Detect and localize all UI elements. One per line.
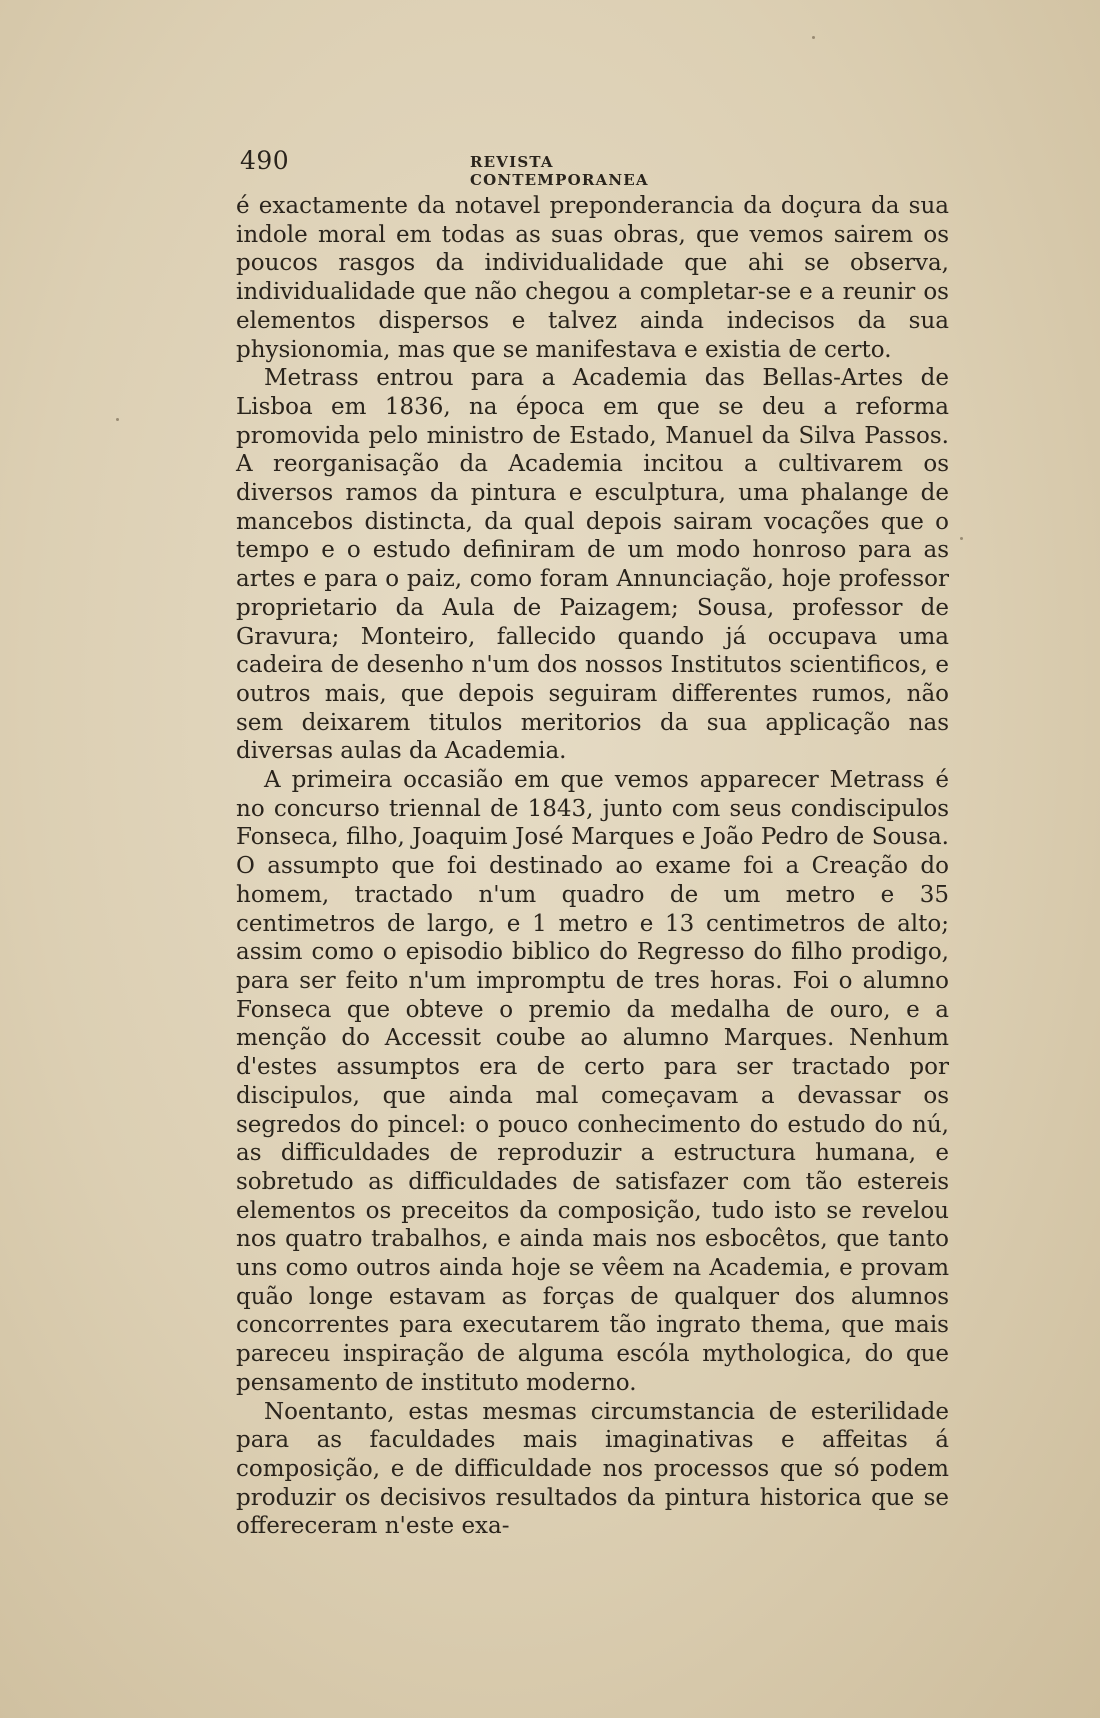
running-title: REVISTA CONTEMPORANEA: [470, 153, 649, 189]
page-number: 490: [240, 146, 290, 175]
paragraph: Metrass entrou para a Academia das Bellas-Artes de Lisboa em 1836, na época em que se deu a reforma promovida pelo ministro de Estado, Manuel da Silva Passos. A reorganisação da Academia incitou a cultivarem os diversos ramos da pintura e esculptura, uma phalange de mancebos distincta, da qual depois sairam vocações que o tempo e o estudo definiram de um modo honroso para as artes e para o paiz, como foram Annunciação, hoje professor proprietario da Aula de Paizagem; Sousa, professor de Gravura; Monteiro, fallecido quando já occupava uma cadeira de desenho n'um dos nossos Institutos scientificos, e outros mais, que depois seguiram differentes rumos, não sem deixarem titulos meritorios da sua applicação nas diversas aulas da Academia.: [236, 365, 949, 765]
paragraph: Noentanto, estas mesmas circumstancia de esterilidade para as faculdades mais imaginativas e affeitas á composição, e de difficuldade nos processos que só podem produzir os decisivos resultados da pintura historica que se offereceram n'este exa-: [236, 1398, 949, 1540]
paper-speck: [960, 537, 963, 540]
page-header: [240, 146, 720, 189]
paragraph: é exactamente da notavel preponderancia da doçura da sua indole moral em todas as suas obras, que vemos sairem os poucos rasgos da individualidade que ahi se observa, individualidade que não chegou a completar-se e a reunir os elementos dispersos e talvez ainda indecisos da sua physionomia, mas que se manifestava e existia de certo.: [236, 193, 949, 363]
paper-speck: [116, 418, 119, 421]
paragraph: A primeira occasião em que vemos apparecer Metrass é no concurso triennal de 1843, junto com seus condiscipulos Fonseca, filho, Joaquim José Marques e João Pedro de Sousa. O assumpto que foi destinado ao exame foi a Creação do homem, tractado n'um quadro de um metro e 35 centimetros de largo, e 1 metro e 13 centimetros de alto; assim como o episodio biblico do Regresso do filho prodigo, para ser feito n'um impromptu de tres horas. Foi o alumno Fonseca que obteve o premio da medalha de ouro, e a menção do Accessit coube ao alumno Marques. Nenhum d'estes assumptos era de certo para ser tractado por discipulos, que ainda mal começavam a devassar os segredos do pincel: o pouco conhecimento do estudo do nú, as difficuldades de reproduzir a estructura humana, e sobretudo as difficuldades de satisfazer com tão estereis elementos os preceitos da composição, tudo isto se revelou nos quatro trabalhos, e ainda mais nos esbocêtos, que tanto uns como outros ainda hoje se vêem na Academia, e provam quão longe estavam as forças de qualquer dos alumnos concorrentes para executarem tão ingrato thema, que mais pareceu inspiração de alguma escóla mythologica, do que pensamento de instituto moderno.: [236, 767, 949, 1396]
body-text: [236, 192, 949, 1541]
paper-speck: [812, 36, 815, 39]
